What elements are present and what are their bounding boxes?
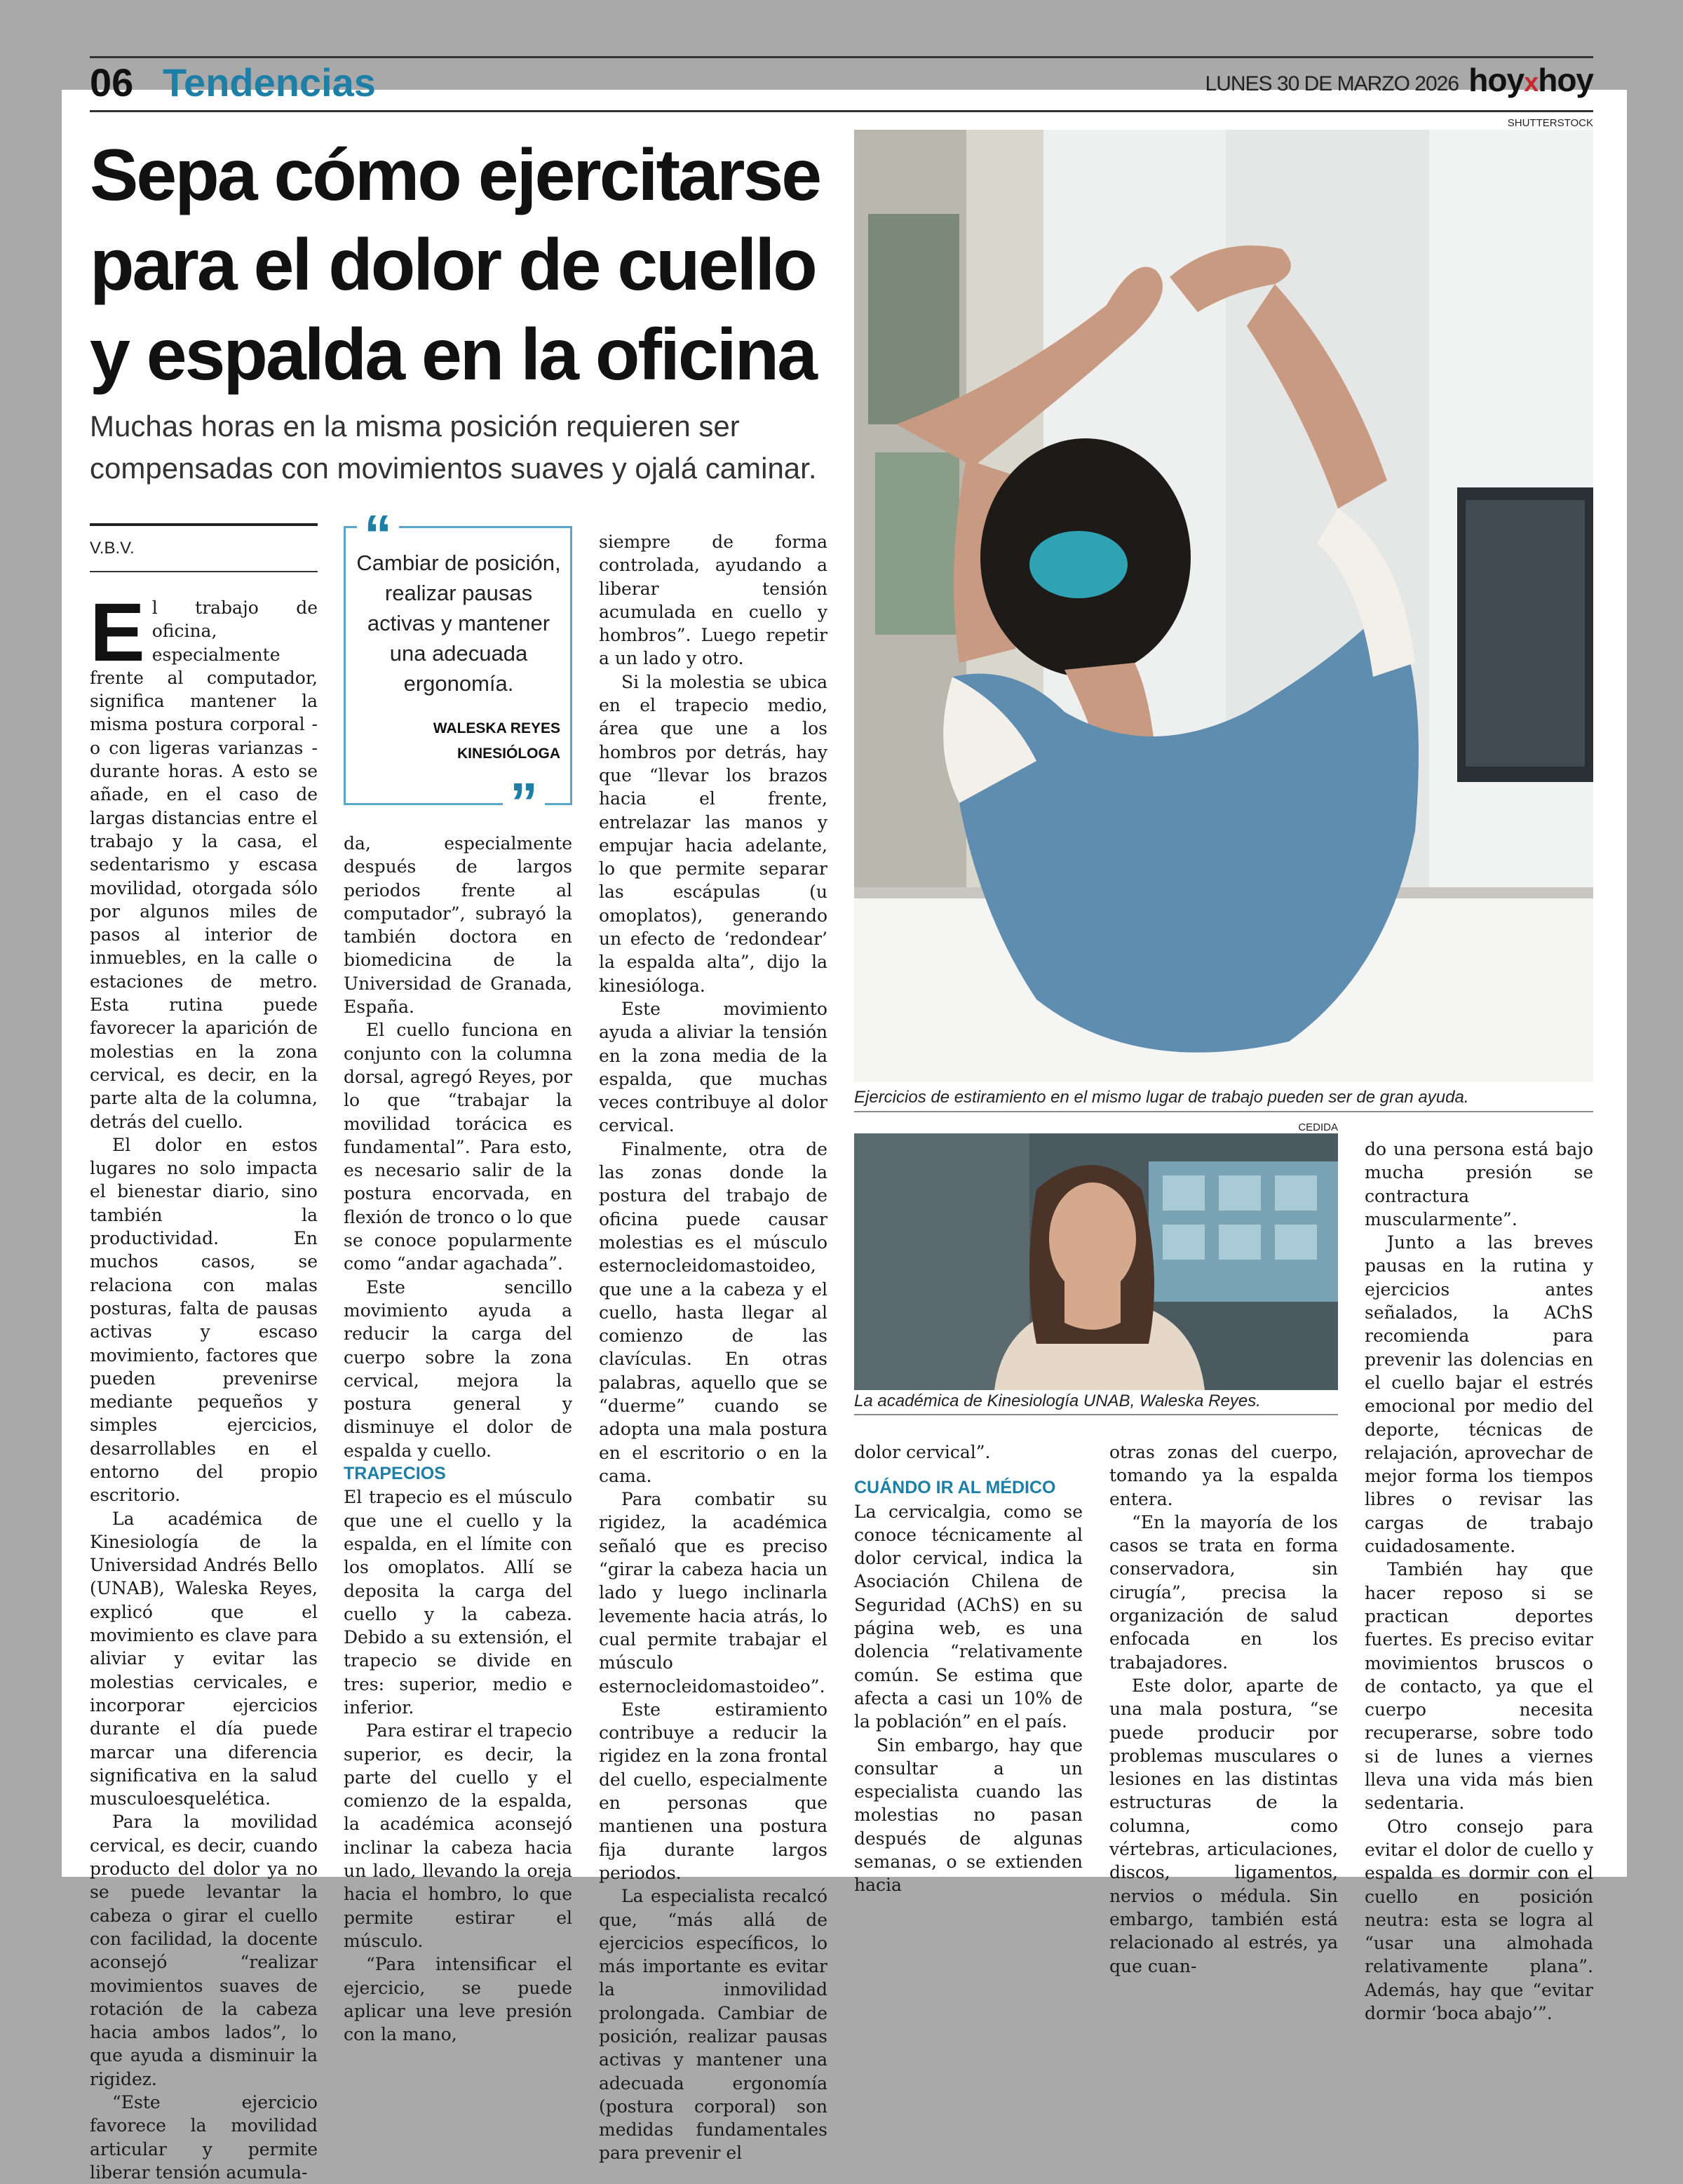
quote-name: WALESKA REYES (433, 720, 560, 736)
paragraph: La académica de Kinesiología de la Universidad Andrés Bello (UNAB), Waleska Reyes, explicó que el movimiento es clave para aliviar y evitar las molestias cervicales, e incorporar ejercicios durante el día puede marcar una diferencia significativa en la salud musculoesquelética. (90, 1508, 318, 1809)
byline-rule (90, 523, 318, 526)
portrait-photo (854, 1133, 1338, 1390)
article-column-3 (599, 530, 827, 2165)
paragraph: “Para intensificar el ejercicio, se puede aplicar una leve presión con la mano, (344, 1954, 572, 2045)
drop-cap: E (90, 586, 145, 679)
quote-attribution (433, 716, 560, 767)
paragraph: La especialista recalcó que, “más allá de ejercicios específicos, lo más importante es evitar la inmovilidad prolongada. Cambiar de posición, realizar pausas activas y mantener una adecuada ergonomía (postura corporal) son medidas fundamentales para prevenir el (599, 1886, 827, 2164)
main-photo-caption: Ejercicios de estiramiento en el mismo lugar de trabajo pueden ser de gran ayuda. (854, 1088, 1469, 1107)
article-column-2 (344, 832, 572, 2046)
paragraph: Sin embargo, hay que consultar a un especialista cuando las molestias no pasan después de algunas semanas, o se extienden hacia (854, 1734, 1083, 1896)
paragraph: “En la mayoría de los casos se trata en forma conservadora, sin cirugía”, precisa la organización de salud enfocada en los trabajadores. (1109, 1511, 1338, 1673)
subhead-cuando-ir-al-medico: CUÁNDO IR AL MÉDICO (854, 1478, 1056, 1498)
article-column-6 (1365, 1138, 1593, 2025)
article-column-1 (90, 586, 318, 2184)
subhead-trapecios: TRAPECIOS (344, 1464, 446, 1484)
paragraph: dolor cervical”. (854, 1442, 991, 1462)
paragraph: El dolor en estos lugares no solo impacta el bienestar diario, sino también la productividad. En muchos casos, se relaciona con malas posturas, falta de pausas activas y escaso movimiento, factores que pueden prevenirse mediante pequeños y simples ejercicios, desarrollables en el entorno del propio escritorio. (90, 1134, 318, 1506)
paragraph: “Este ejercicio favorece la movilidad articular y permite liberar tensión acumula- (90, 2092, 318, 2183)
paragraph: Este dolor, aparte de una mala postura, “se puede producir por problemas musculares o lesiones en las distintas estructuras de la columna, como vértebras, articulaciones, discos, ligamentos, nervios o médula. Sin embargo, también está relacionado al estrés, ya que cuan- (1109, 1675, 1338, 1976)
portrait-illustration (854, 1133, 1338, 1390)
caption-rule (854, 1111, 1593, 1112)
woman-stretching-illustration (854, 130, 1593, 1082)
paragraph: Este estiramiento contribuye a reducir la rigidez en la zona frontal del cuello, especialmente en personas que mantienen una postura fija durante largos periodos. (599, 1699, 827, 1883)
paragraph: siempre de forma controlada, ayudando a liberar tensión acumulada en cuello y hombros”. Luego repetir a un lado y otro. (599, 532, 827, 669)
paragraph: El trapecio es el músculo que une el cuello y la espalda, en el límite con los omoplatos. Allí se deposita la carga del cuello y la cabeza. Debido a su extensión, el trapecio se divide en tres: superior, medio e inferior. (344, 1487, 572, 1718)
paragraph: El cuello funciona en conjunto con la columna dorsal, agregó Reyes, por lo que “trabajar la movilidad torácica es fundamental”. Para esto, es necesario salir de la postura encorvada, en flexión de tronco o lo que se conoce popularmente como “andar agachada”. (344, 1020, 572, 1274)
lead-paragraph: El trabajo de oficina, especialmente frente al computador, significa mantener la misma postura corporal -o con ligeras varianzas -durante horas. A esto se añade, en el caso de largas distancias entre el trabajo y la casa, el sedentarismo y escasa movilidad, otorgada sólo por algunos miles de pasos al interior de inmuebles, en la calle o estaciones de metro. Esta rutina puede favorecer la aparición de molestias en la zona cervical, es decir, en la parte alta de la columna, detrás del cuello. (90, 586, 318, 1132)
page-header (90, 56, 1593, 112)
open-quote-icon: “ (357, 514, 399, 556)
quote-text: Cambiar de posición, realizar pausas activas y mantener una adecuada ergonomía. (356, 551, 561, 696)
subheadline: Muchas horas en la misma posición requieren ser compensadas con movimientos suaves y ojalá caminar. (90, 410, 817, 485)
paragraph: Para la movilidad cervical, es decir, cuando producto del dolor ya no se puede levantar la cabeza o girar el cuello con facilidad, la docente aconsejó “realizar movimientos suaves de rotación de la cabeza hacia ambos lados”, lo que ayuda a disminuir la rigidez. (90, 1812, 318, 2089)
paragraph: Para combatir su rigidez, la académica señaló que es preciso “girar la cabeza hacia un lado y luego inclinarla levemente hacia atrás, lo cual permite trabajar el músculo esternocleidomastoideo”. (599, 1489, 827, 1697)
issue-date: LUNES 30 DE MARZO 2026 (1205, 72, 1459, 95)
paragraph: Finalmente, otra de las zonas donde la postura del trabajo de oficina puede causar molestias es el músculo esternocleidomastoideo, que une a la cabeza y el cuello, hasta llegar al comienzo de las clavículas. En otras palabras, aquello que se “duerme” cuando se adopta una mala postura en el escritorio o en la cama. (599, 1138, 827, 1486)
paragraph: La cervicalgia, como se conoce técnicamente al dolor cervical, indica la Asociación Chilena de Seguridad (AChS) en su página web, es una dolencia “relativamente común. Se estima que afecta a casi un 10% de la población” en el país. (854, 1501, 1083, 1732)
portrait-caption-rule (854, 1414, 1338, 1415)
brand-logo: hoyxhoy (1468, 62, 1593, 98)
close-quote-icon: ” (503, 782, 545, 824)
main-photo-credit: SHUTTERSTOCK (1507, 117, 1593, 129)
byline-rule-bottom (90, 571, 318, 572)
article-column-5 (1109, 1441, 1338, 1978)
paragraph: Este movimiento ayuda a aliviar la tensión en la zona media de la espalda, que muchas veces contribuye al dolor cervical. (599, 998, 827, 1136)
paragraph: do una persona está bajo mucha presión se contractura muscularmente”. (1365, 1139, 1593, 1229)
portrait-credit: CEDIDA (1298, 1121, 1338, 1133)
portrait-caption: La académica de Kinesiología UNAB, Waleska Reyes. (854, 1391, 1261, 1410)
headline: Sepa cómo ejercitarse para el dolor de cuello y espalda en la oficina (90, 135, 820, 396)
article-column-4 (854, 1441, 1083, 1897)
paragraph: Junto a las breves pausas en la rutina y ejercicios antes señalados, la AChS recomienda para prevenir las dolencias en el cuello bajar el estrés emocional por medio del deporte, técnicas de relajación, aprovechar de mejor forma los tiempos libres o revisar las cargas de trabajo cuidadosamente. (1365, 1232, 1593, 1557)
section-name: Tendencias (163, 60, 376, 105)
byline: V.B.V. (90, 539, 135, 558)
quote-role: KINESIÓLOGA (457, 746, 560, 762)
main-photo (854, 130, 1593, 1082)
paragraph: da, especialmente después de largos periodos frente al computador”, subrayó la también doctora en biomedicina de la Universidad de Granada, España. (344, 833, 572, 1018)
paragraph: Este sencillo movimiento ayuda a reducir la carga del cuerpo sobre la zona cervical, mejora la postura general y disminuye el dolor de espalda y cuello. (344, 1276, 572, 1461)
paragraph: otras zonas del cuerpo, tomando ya la espalda entera. (1109, 1442, 1338, 1509)
page-number: 06 (90, 60, 134, 105)
paragraph: También hay que hacer reposo si se practican deportes fuertes. Es preciso evitar movimientos bruscos o de contacto, ya que el cuerpo necesita recuperarse, sobre todo si de lunes a viernes lleva una vida más bien sedentaria. (1365, 1559, 1593, 1814)
paragraph: Si la molestia se ubica en el trapecio medio, área que une a los hombros por detrás, hay que “llevar los brazos hacia el frente, entrelazar las manos y empujar hacia adelante, lo que permite separar las escápulas (u omoplatos), generando un efecto de ‘redondear’ la espalda alta”, dijo la kinesióloga. (599, 671, 827, 996)
paragraph: Otro consejo para evitar el dolor de cuello y espalda es dormir con el cuello en posición neutra: esta se logra al “usar una almohada relativamente plana”. Además, hay que “evitar dormir ‘boca abajo’”. (1365, 1816, 1593, 2023)
pull-quote (344, 504, 572, 834)
paragraph: Para estirar el trapecio superior, es decir, la parte del cuello y el comienzo de la espalda, la académica aconsejó inclinar la cabeza hacia un lado, llevando la oreja hacia el hombro, lo que permite estirar el músculo. (344, 1720, 572, 1951)
